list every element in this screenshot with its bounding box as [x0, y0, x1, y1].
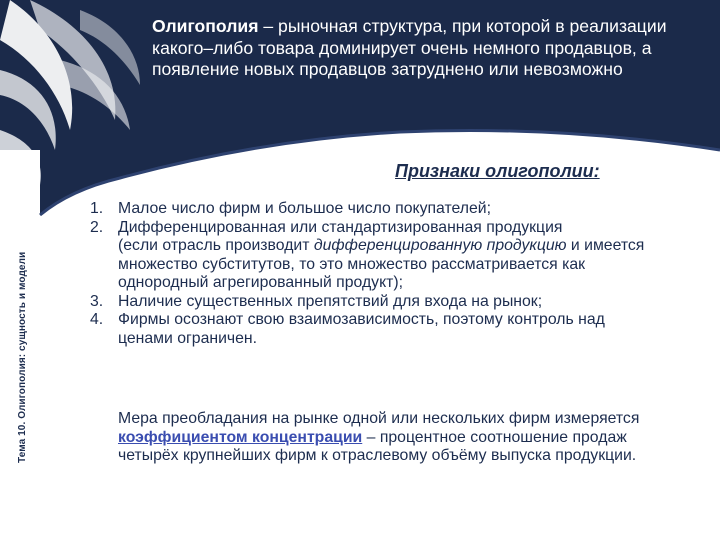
- list-item-number: 2.: [90, 218, 104, 236]
- note-prefix: (если отрасль производит: [118, 237, 314, 254]
- list-item-number: 1.: [90, 200, 104, 217]
- list-item: [90, 200, 650, 219]
- list-item-text: Малое число фирм и большое число покупателей;: [118, 200, 492, 217]
- list-item-number: 3.: [90, 292, 104, 310]
- concentration-suffix: – процентное соотношение продаж четырёх крупнейших фирм к отраслевому объёму выпуска продукции.: [118, 428, 637, 464]
- note-emphasis: дифференцированную продукцию: [313, 237, 567, 254]
- list-item-number: 4.: [90, 311, 104, 328]
- definition-term: Олигополия: [152, 16, 259, 36]
- sidebar-topic-label: Тема 10. Олигополия: сущность и модели: [17, 251, 28, 463]
- list-item-note: [118, 237, 650, 293]
- list-item-text: Наличие существенных препятствий для входа на рынок;: [118, 292, 543, 310]
- list-item: [90, 311, 650, 348]
- section-title: Признаки олигополии:: [395, 161, 600, 181]
- concentration-ratio-link[interactable]: коэффициентом концентрации: [118, 428, 363, 446]
- concentration-paragraph: [118, 410, 678, 466]
- features-list: [90, 200, 650, 348]
- oligopoly-definition: [152, 16, 672, 81]
- note-suffix: и имеется множество субститутов, то это множество рассматривается как однородный агрегированный продукт);: [118, 237, 645, 291]
- list-item-text: Фирмы осознают свою взаимозависимость, поэтому контроль над ценами ограничен.: [118, 311, 605, 347]
- definition-text: – рыночная структура, при которой в реализации какого–либо товара доминирует очень немного продавцов, а появление новых продавцов затруднено или невозможно: [152, 16, 667, 79]
- list-item: [90, 219, 650, 293]
- concentration-prefix: Мера преобладания на рынке одной или нескольких фирм измеряется: [118, 410, 640, 427]
- list-item-text: Дифференцированная или стандартизированная продукция: [118, 218, 563, 236]
- list-item: [90, 293, 650, 312]
